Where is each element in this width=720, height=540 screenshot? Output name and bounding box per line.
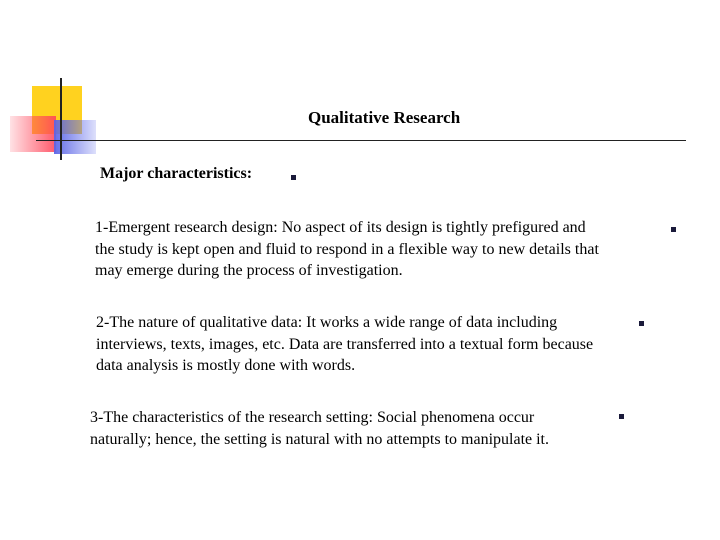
slide-subtitle: Major characteristics: xyxy=(100,165,253,182)
point-3-text: 3-The characteristics of the research setting: Social phenomena occur naturally; hence, the setting is natural with no attempts to manipulate it. xyxy=(90,409,549,448)
point-1-text: 1-Emergent research design: No aspect of its design is tightly prefigured and the study is kept open and fluid to respond in a flexible way to new details that may emerge during the process of investigation. xyxy=(95,219,599,279)
square-bullet-icon xyxy=(639,321,644,326)
decor-red-square xyxy=(10,116,56,152)
square-bullet-icon xyxy=(671,227,676,232)
point-2-text: 2-The nature of qualitative data: It works a wide range of data including interviews, texts, images, etc. Data are transferred into a textual form because data analysis is mostly done with words. xyxy=(96,314,594,374)
decor-horizontal-line xyxy=(36,140,686,141)
slide-title: Qualitative Research xyxy=(308,108,461,127)
decor-vertical-line xyxy=(60,78,62,160)
square-bullet-icon xyxy=(291,175,296,180)
square-bullet-icon xyxy=(619,414,624,419)
